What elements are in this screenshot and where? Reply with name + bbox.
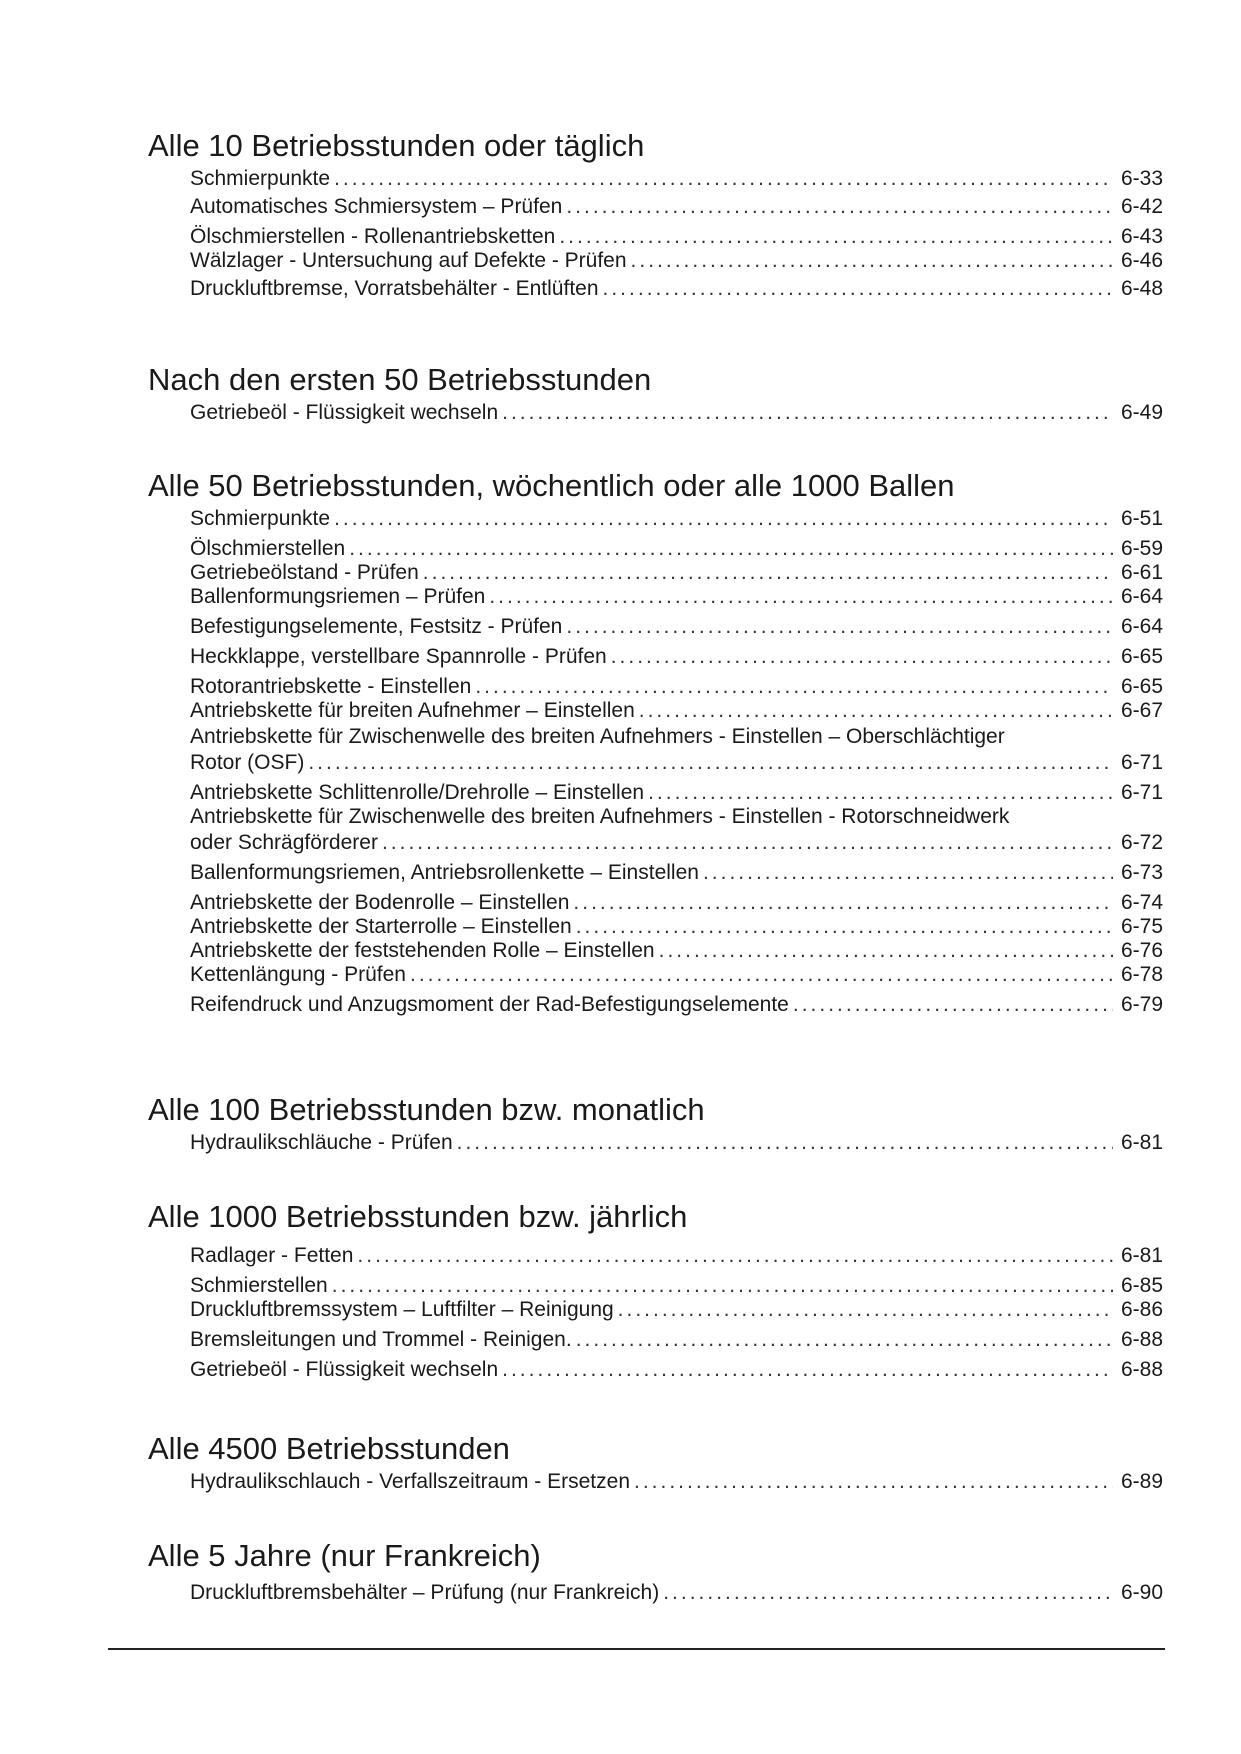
toc-entry[interactable]: [190, 938, 1163, 964]
section-heading: Alle 4500 Betriebsstunden: [148, 1431, 510, 1466]
toc-entry[interactable]: [190, 248, 1163, 274]
entry-label: Heckklappe, verstellbare Spannrolle - Prüfen: [190, 645, 607, 668]
entry-page: 6-43: [1120, 225, 1163, 248]
dot-leader: [634, 1469, 1113, 1495]
dot-leader: [663, 1580, 1113, 1606]
entry-label: Bremsleitungen und Trommel - Reinigen.: [190, 1328, 572, 1351]
toc-entry[interactable]: [190, 804, 1163, 856]
toc-section: [148, 1197, 1163, 1381]
entry-page: 6-33: [1120, 167, 1163, 190]
dot-leader: [631, 248, 1113, 274]
toc-section: [148, 360, 1163, 426]
entry-label: Antriebskette Schlittenrolle/Drehrolle – Einstellen: [190, 781, 645, 804]
entry-label: Schmierpunkte: [190, 167, 331, 190]
entry-label: Antriebskette der Starterrolle – Einstellen: [190, 915, 572, 938]
toc-entry[interactable]: [190, 560, 1163, 586]
dot-leader: [382, 830, 1113, 856]
entry-label: Antriebskette für Zwischenwelle des breiten Aufnehmers - Einstellen – Oberschlächtiger: [190, 725, 1005, 748]
entry-page: 6-49: [1120, 401, 1163, 424]
dot-leader: [423, 560, 1113, 586]
section-heading: Alle 10 Betriebsstunden oder täglich: [148, 128, 645, 163]
toc-entry[interactable]: [190, 724, 1163, 776]
entry-page: 6-90: [1120, 1581, 1163, 1604]
toc-entry[interactable]: [190, 1357, 1163, 1383]
toc-section: [148, 1429, 1163, 1495]
dot-leader: [611, 644, 1113, 670]
entry-page: 6-65: [1120, 645, 1163, 668]
entry-page: 6-89: [1120, 1470, 1163, 1493]
toc-entry[interactable]: [190, 276, 1163, 302]
entry-page: 6-61: [1120, 561, 1163, 584]
entry-label: Antriebskette für breiten Aufnehmer – Einstellen: [190, 699, 635, 722]
dot-leader: [639, 698, 1113, 724]
entry-label: Ölschmierstellen - Rollenantriebsketten: [190, 225, 556, 248]
entry-label: Druckluftbremse, Vorratsbehälter - Entlüften: [190, 277, 599, 300]
entry-label: Antriebskette der Bodenrolle – Einstellen: [190, 891, 570, 914]
dot-leader: [489, 584, 1113, 610]
dot-leader: [357, 1243, 1113, 1269]
entry-page: 6-73: [1120, 861, 1163, 884]
entry-page: 6-78: [1120, 963, 1163, 986]
entry-page: 6-88: [1120, 1328, 1163, 1351]
entry-label: Getriebeöl - Flüssigkeit wechseln: [190, 1358, 499, 1381]
entry-page: 6-81: [1120, 1244, 1163, 1267]
entry-page: 6-71: [1120, 751, 1163, 774]
entry-page: 6-81: [1120, 1131, 1163, 1154]
toc-entry[interactable]: [190, 860, 1163, 886]
entry-label: Druckluftbremssystem – Luftfilter – Reinigung: [190, 1298, 614, 1321]
dot-leader: [618, 1297, 1113, 1323]
dot-leader: [573, 890, 1113, 916]
toc-entry[interactable]: [190, 584, 1163, 610]
entry-label: Befestigungselemente, Festsitz - Prüfen: [190, 615, 563, 638]
toc-entry[interactable]: [190, 400, 1163, 426]
section-heading: Alle 5 Jahre (nur Frankreich): [148, 1538, 541, 1573]
dot-leader: [576, 1327, 1113, 1353]
entry-label: Schmierpunkte: [190, 507, 331, 530]
entry-label: Ballenformungsriemen, Antriebsrollenkette – Einstellen: [190, 861, 699, 884]
section-heading: Alle 1000 Betriebsstunden bzw. jährlich: [148, 1199, 688, 1234]
toc-entry[interactable]: [190, 224, 1163, 250]
entry-label: Getriebeölstand - Prüfen: [190, 561, 419, 584]
toc-section: [148, 1536, 1163, 1602]
dot-leader: [334, 506, 1113, 532]
entry-label: Antriebskette für Zwischenwelle des breiten Aufnehmers - Einstellen - Rotorschneidwerk: [190, 805, 1010, 828]
toc-entry[interactable]: [190, 1297, 1163, 1323]
entry-label: Wälzlager - Untersuchung auf Defekte - Prüfen: [190, 249, 627, 272]
dot-leader: [475, 674, 1113, 700]
toc-entry[interactable]: [190, 614, 1163, 640]
toc-entry[interactable]: [190, 1243, 1163, 1269]
entry-page: 6-88: [1120, 1358, 1163, 1381]
dot-leader: [349, 536, 1113, 562]
entry-label: Kettenlängung - Prüfen: [190, 963, 406, 986]
entry-page: 6-74: [1120, 891, 1163, 914]
toc-entry[interactable]: [190, 1580, 1163, 1606]
toc-entry[interactable]: [190, 1327, 1163, 1353]
entry-page: 6-67: [1120, 699, 1163, 722]
entry-page: 6-79: [1120, 993, 1163, 1016]
entry-label: Ballenformungsriemen – Prüfen: [190, 585, 486, 608]
toc-entry[interactable]: [190, 780, 1163, 806]
dot-leader: [502, 400, 1113, 426]
toc-entry[interactable]: [190, 644, 1163, 670]
toc-entry[interactable]: [190, 1130, 1163, 1156]
toc-section: [148, 1090, 1163, 1156]
dot-leader: [566, 194, 1113, 220]
toc-entry[interactable]: [190, 166, 1163, 192]
entry-page: 6-65: [1120, 675, 1163, 698]
entry-page: 6-72: [1120, 831, 1163, 854]
entry-label: Hydraulikschläuche - Prüfen: [190, 1131, 453, 1154]
dot-leader: [457, 1130, 1113, 1156]
toc-section: [148, 466, 1163, 1016]
entry-page: 6-51: [1120, 507, 1163, 530]
toc-entry[interactable]: [190, 890, 1163, 916]
toc-entry[interactable]: [190, 674, 1163, 700]
entry-label-continued: Rotor (OSF): [190, 751, 305, 774]
entry-label: Rotorantriebskette - Einstellen: [190, 675, 472, 698]
dot-leader: [703, 860, 1113, 886]
dot-leader: [308, 750, 1113, 776]
dot-leader: [648, 780, 1113, 806]
footer-divider: [108, 1648, 1165, 1650]
toc-entry[interactable]: [190, 992, 1163, 1018]
section-heading: Alle 100 Betriebsstunden bzw. monatlich: [148, 1092, 705, 1127]
dot-leader: [659, 938, 1113, 964]
toc-section: [148, 126, 1163, 300]
dot-leader: [332, 1273, 1113, 1299]
toc-entry[interactable]: [190, 536, 1163, 562]
entry-page: 6-46: [1120, 249, 1163, 272]
section-heading: Alle 50 Betriebsstunden, wöchentlich oder alle 1000 Ballen: [148, 468, 955, 503]
dot-leader: [793, 992, 1113, 1018]
entry-page: 6-64: [1120, 585, 1163, 608]
dot-leader: [410, 962, 1113, 988]
toc-entry[interactable]: [190, 1273, 1163, 1299]
toc-entry[interactable]: [190, 1469, 1163, 1495]
entry-label: Radlager - Fetten: [190, 1244, 354, 1267]
entry-page: 6-42: [1120, 195, 1163, 218]
entry-page: 6-75: [1120, 915, 1163, 938]
entry-label-continued: oder Schrägförderer: [190, 831, 378, 854]
entry-label: Reifendruck und Anzugsmoment der Rad-Befestigungselemente: [190, 993, 789, 1016]
section-heading: Nach den ersten 50 Betriebsstunden: [148, 362, 652, 397]
toc-entry[interactable]: [190, 914, 1163, 940]
entry-page: 6-48: [1120, 277, 1163, 300]
toc-entry[interactable]: [190, 194, 1163, 220]
entry-page: 6-85: [1120, 1274, 1163, 1297]
dot-leader: [559, 224, 1113, 250]
entry-label: Druckluftbremsbehälter – Prüfung (nur Frankreich): [190, 1581, 660, 1604]
entry-label: Automatisches Schmiersystem – Prüfen: [190, 195, 563, 218]
toc-entry[interactable]: [190, 506, 1163, 532]
entry-label: Antriebskette der feststehenden Rolle – Einstellen: [190, 939, 655, 962]
entry-page: 6-76: [1120, 939, 1163, 962]
toc-entry[interactable]: [190, 962, 1163, 988]
dot-leader: [566, 614, 1113, 640]
entry-page: 6-86: [1120, 1298, 1163, 1321]
entry-page: 6-64: [1120, 615, 1163, 638]
dot-leader: [502, 1357, 1113, 1383]
dot-leader: [603, 276, 1113, 302]
dot-leader: [576, 914, 1113, 940]
entry-label: Schmierstellen: [190, 1274, 328, 1297]
entry-page: 6-71: [1120, 781, 1163, 804]
entry-label: Ölschmierstellen: [190, 537, 346, 560]
entry-label: Getriebeöl - Flüssigkeit wechseln: [190, 401, 499, 424]
entry-label: Hydraulikschlauch - Verfallszeitraum - Ersetzen: [190, 1470, 630, 1493]
toc-entry[interactable]: [190, 698, 1163, 724]
dot-leader: [334, 166, 1113, 192]
entry-page: 6-59: [1120, 537, 1163, 560]
